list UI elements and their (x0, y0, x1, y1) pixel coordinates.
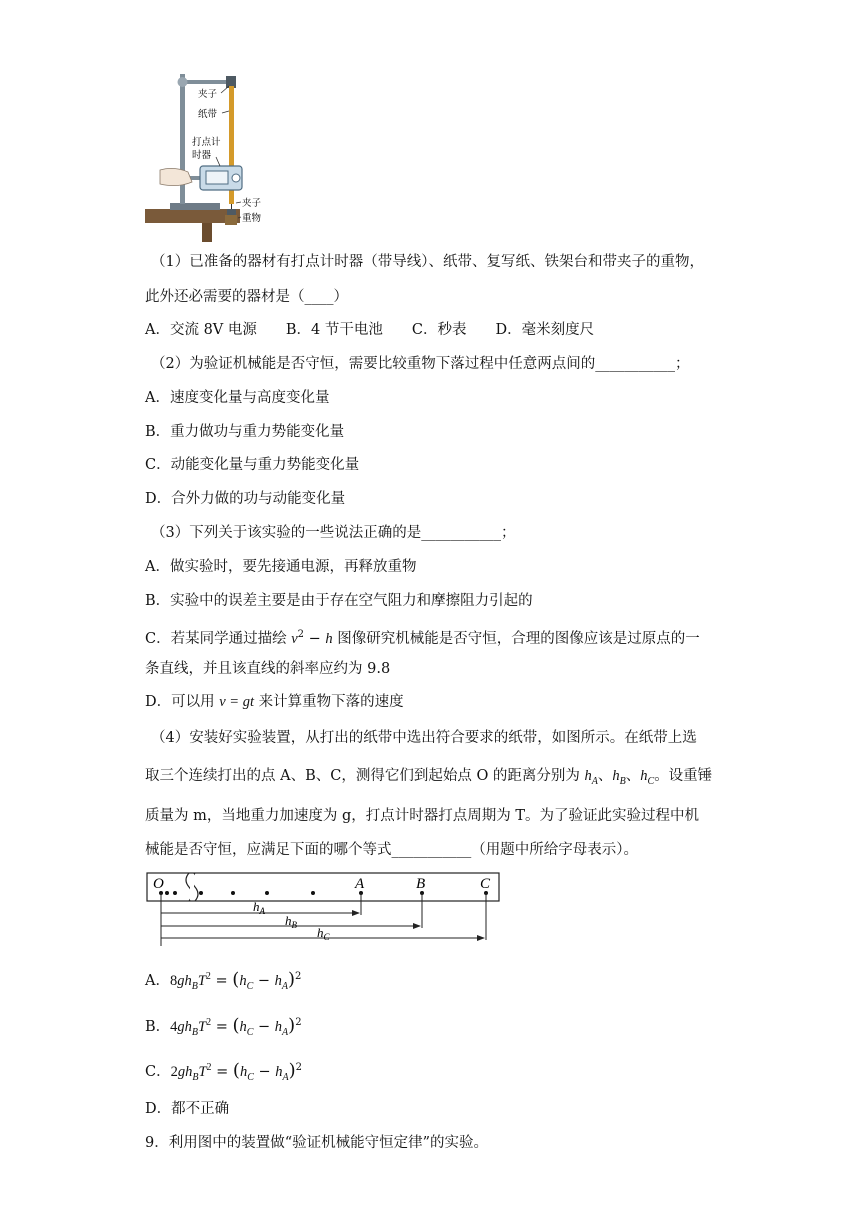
label-clip-top: 夹子 (198, 90, 218, 100)
q1-options: A．交流 8V 电源 B．4 节干电池 C．秒表 D．毫米刻度尺 (145, 322, 595, 338)
q3-option-d (145, 692, 404, 712)
q9-stem: 9．利用图中的装置做“验证机械能守恒定律”的实验。 (145, 1135, 489, 1151)
q3-var-h: h (325, 630, 333, 647)
q3-formula: v = gt (219, 694, 254, 710)
tape-figure (145, 870, 505, 950)
q3-option-c-line2: 条直线，并且该直线的斜率应约为 9.8 (145, 661, 391, 677)
q4-option-a-label: A． (145, 972, 170, 989)
q1-line2: 此外还必需要的器材是（____） (145, 289, 348, 305)
q1-line1: （1）已准备的器材有打点计时器（带导线）、纸带、复写纸、铁架台和带夹子的重物， (151, 254, 704, 270)
q4-hB: $h_B$ (612, 768, 626, 787)
q2-option-d: D．合外力做的功与动能变化量 (145, 491, 346, 507)
q2-option-b: B．重力做功与重力势能变化量 (145, 424, 345, 440)
q3-exp: 2 (297, 629, 305, 640)
tape-label-O: O (153, 876, 164, 892)
label-timer-2: 时器 (192, 151, 212, 161)
q4-hC: $h_C$ (640, 768, 655, 787)
q2-option-c: C．动能变化量与重力势能变化量 (145, 457, 360, 473)
q3-minus: − (304, 630, 326, 647)
q4-option-a-coef: 8 (169, 972, 178, 989)
label-timer-1: 打点计 (192, 138, 221, 148)
q3-option-d-pre: D．可以用 (145, 694, 220, 710)
q4-line2-post: 。设重锤 (654, 768, 713, 784)
tape-label-C: C (480, 876, 491, 892)
q3-option-d-post: 来计算重物下落的速度 (253, 694, 404, 710)
q3-option-a: A．做实验时，要先接通电源，再释放重物 (145, 559, 417, 575)
label-weight: 重物 (242, 214, 262, 224)
q2-option-a: A．速度变化量与高度变化量 (145, 390, 330, 406)
q4-option-b-coef: 4 (170, 1018, 178, 1035)
label-tape: 纸带 (198, 110, 218, 120)
q2-stem: （2）为验证机械能是否守恒，需要比较重物下落过程中任意两点间的___________； (151, 356, 690, 372)
q4-line3: 质量为 m，当地重力加速度为 g，打点计时器打点周期为 T。为了验证此实验过程中机 (145, 808, 700, 824)
q3-option-c (145, 625, 700, 649)
tape-hC: $h_C$ (317, 925, 330, 942)
q3-option-c-post: 图像研究机械能是否守恒，合理的图像应该是过原点的一 (332, 630, 700, 647)
tape-label-A: A (355, 876, 365, 892)
q4-option-b: B．$4gh_BT^2 = (h_C - h_A)^2$ (145, 1014, 302, 1038)
apparatus-figure (140, 66, 280, 242)
q3-var-v: v (291, 630, 298, 647)
q4-option-c-coef: 2 (170, 1063, 178, 1080)
q4-line4: 械能是否守恒，应满足下面的哪个等式___________（用题中所给字母表示）。 (145, 842, 638, 858)
q4-option-c-label: C． (145, 1063, 171, 1080)
q4-line1: （4）安装好实验装置，从打出的纸带中选出符合要求的纸带，如图所示。在纸带上选 (151, 730, 697, 746)
q3-option-b: B．实验中的误差主要是由于存在空气阻力和摩擦阻力引起的 (145, 593, 533, 609)
q3-option-c-pre: C．若某同学通过描绘 (145, 630, 292, 647)
q3-stem: （3）下列关于该实验的一些说法正确的是___________； (151, 525, 516, 541)
q4-option-a: A．$8gh_BT^2 = (h_C - h_A)^2$ (145, 968, 302, 992)
q4-option-b-label: B． (145, 1018, 171, 1035)
label-clip-bottom: 夹子 (242, 199, 262, 209)
q4-option-d: D．都不正确 (145, 1101, 230, 1117)
tape-label-B: B (416, 876, 426, 892)
tape-hB: $h_B$ (285, 913, 297, 930)
q4-hA: $h_A$ (584, 768, 598, 787)
tape-hA: $h_A$ (253, 899, 265, 916)
q4-line2-pre: 取三个连续打出的点 A、B、C，测得它们到起始点 O 的距离分别为 (145, 768, 585, 784)
q4-option-c: C．$2gh_BT^2 = (h_C - h_A)^2$ (145, 1059, 303, 1083)
q4-line2: 取三个连续打出的点 A、B、C，测得它们到起始点 O 的距离分别为 $h_A$、$h_B$、$h_C$。设重锤 (145, 768, 713, 787)
